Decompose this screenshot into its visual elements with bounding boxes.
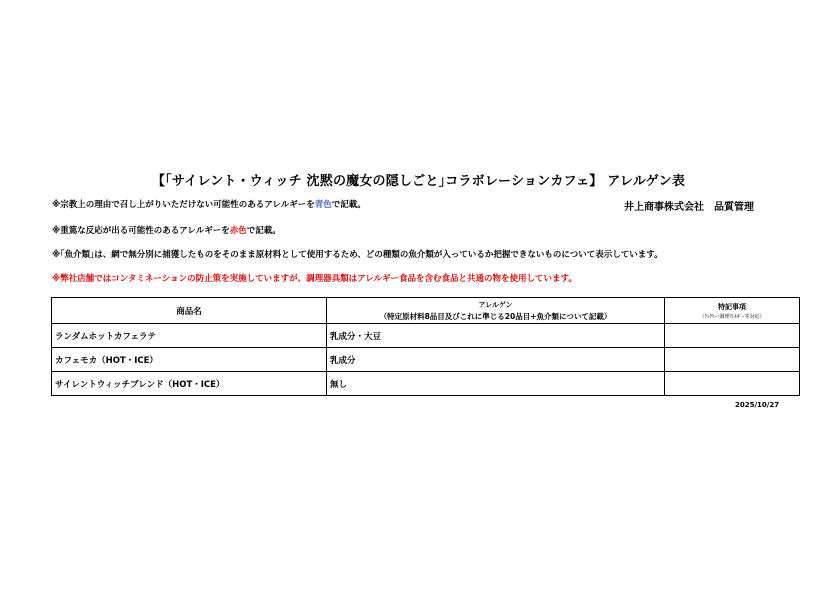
cell-product: カフェモカ（HOT・ICE）	[52, 348, 327, 372]
note-severe-tail: で記載。	[246, 226, 281, 236]
note-severe-highlight: 赤色	[229, 226, 247, 236]
table-row	[52, 324, 800, 348]
allergen-table	[51, 297, 800, 396]
cell-product: サイレントウィッチブレンド（HOT・ICE）	[52, 372, 327, 396]
cell-allergen: 乳成分・大豆	[327, 324, 665, 348]
header-allergen-sub: （特定原材料8品目及びこれに準じる20品目+魚介類について記載）	[379, 311, 612, 321]
cell-product: ランダムホットカフェラテ	[52, 324, 327, 348]
header-allergen-label: アレルゲン	[478, 300, 513, 309]
note-severe	[52, 224, 281, 236]
header-product-label: 商品名	[176, 306, 202, 317]
note-seafood: ※｢魚介類｣は、網で無分別に捕獲したものをそのまま原材料として使用するため、どの種類の魚介類が入っているか把握できないものについて表示しています。	[52, 250, 663, 260]
header-special	[665, 298, 800, 324]
header-allergen	[327, 298, 665, 324]
cell-allergen: 乳成分	[327, 348, 665, 372]
cell-allergen: 無し	[327, 372, 665, 396]
table-row	[52, 372, 800, 396]
cell-special	[665, 372, 800, 396]
header-special-sub: （ｸｯｸﾘｰ･調理ｱﾚﾙｷﾞｰ等対応）	[699, 313, 765, 320]
header-special-label: 特記事項	[718, 302, 746, 311]
header-product	[52, 298, 327, 324]
cell-special	[665, 324, 800, 348]
note-religion-text: ※宗教上の理由で召し上がりいただけない可能性のあるアレルギーを	[52, 200, 315, 210]
note-religion-highlight: 青色	[314, 200, 332, 210]
note-religion-tail: で記載。	[331, 200, 366, 210]
page-title: 【｢サイレント・ウィッチ 沈黙の魔女の隠しごと｣コラボレーションカフェ】 アレルゲン表	[151, 174, 686, 189]
note-severe-text: ※重篤な反応が出る可能性のあるアレルギーを	[52, 226, 230, 236]
note-religion	[52, 198, 366, 210]
table-header-row	[52, 298, 800, 324]
document-date: 2025/10/27	[735, 401, 780, 409]
company-name: 井上商事株式会社 品質管理	[624, 202, 754, 213]
table-row	[52, 348, 800, 372]
note-contamination: ※弊社店舗ではコンタミネーションの防止策を実施していますが、調理器具類はアレルギー食品を含む食品と共通の物を使用しています。	[52, 274, 577, 284]
cell-special	[665, 348, 800, 372]
